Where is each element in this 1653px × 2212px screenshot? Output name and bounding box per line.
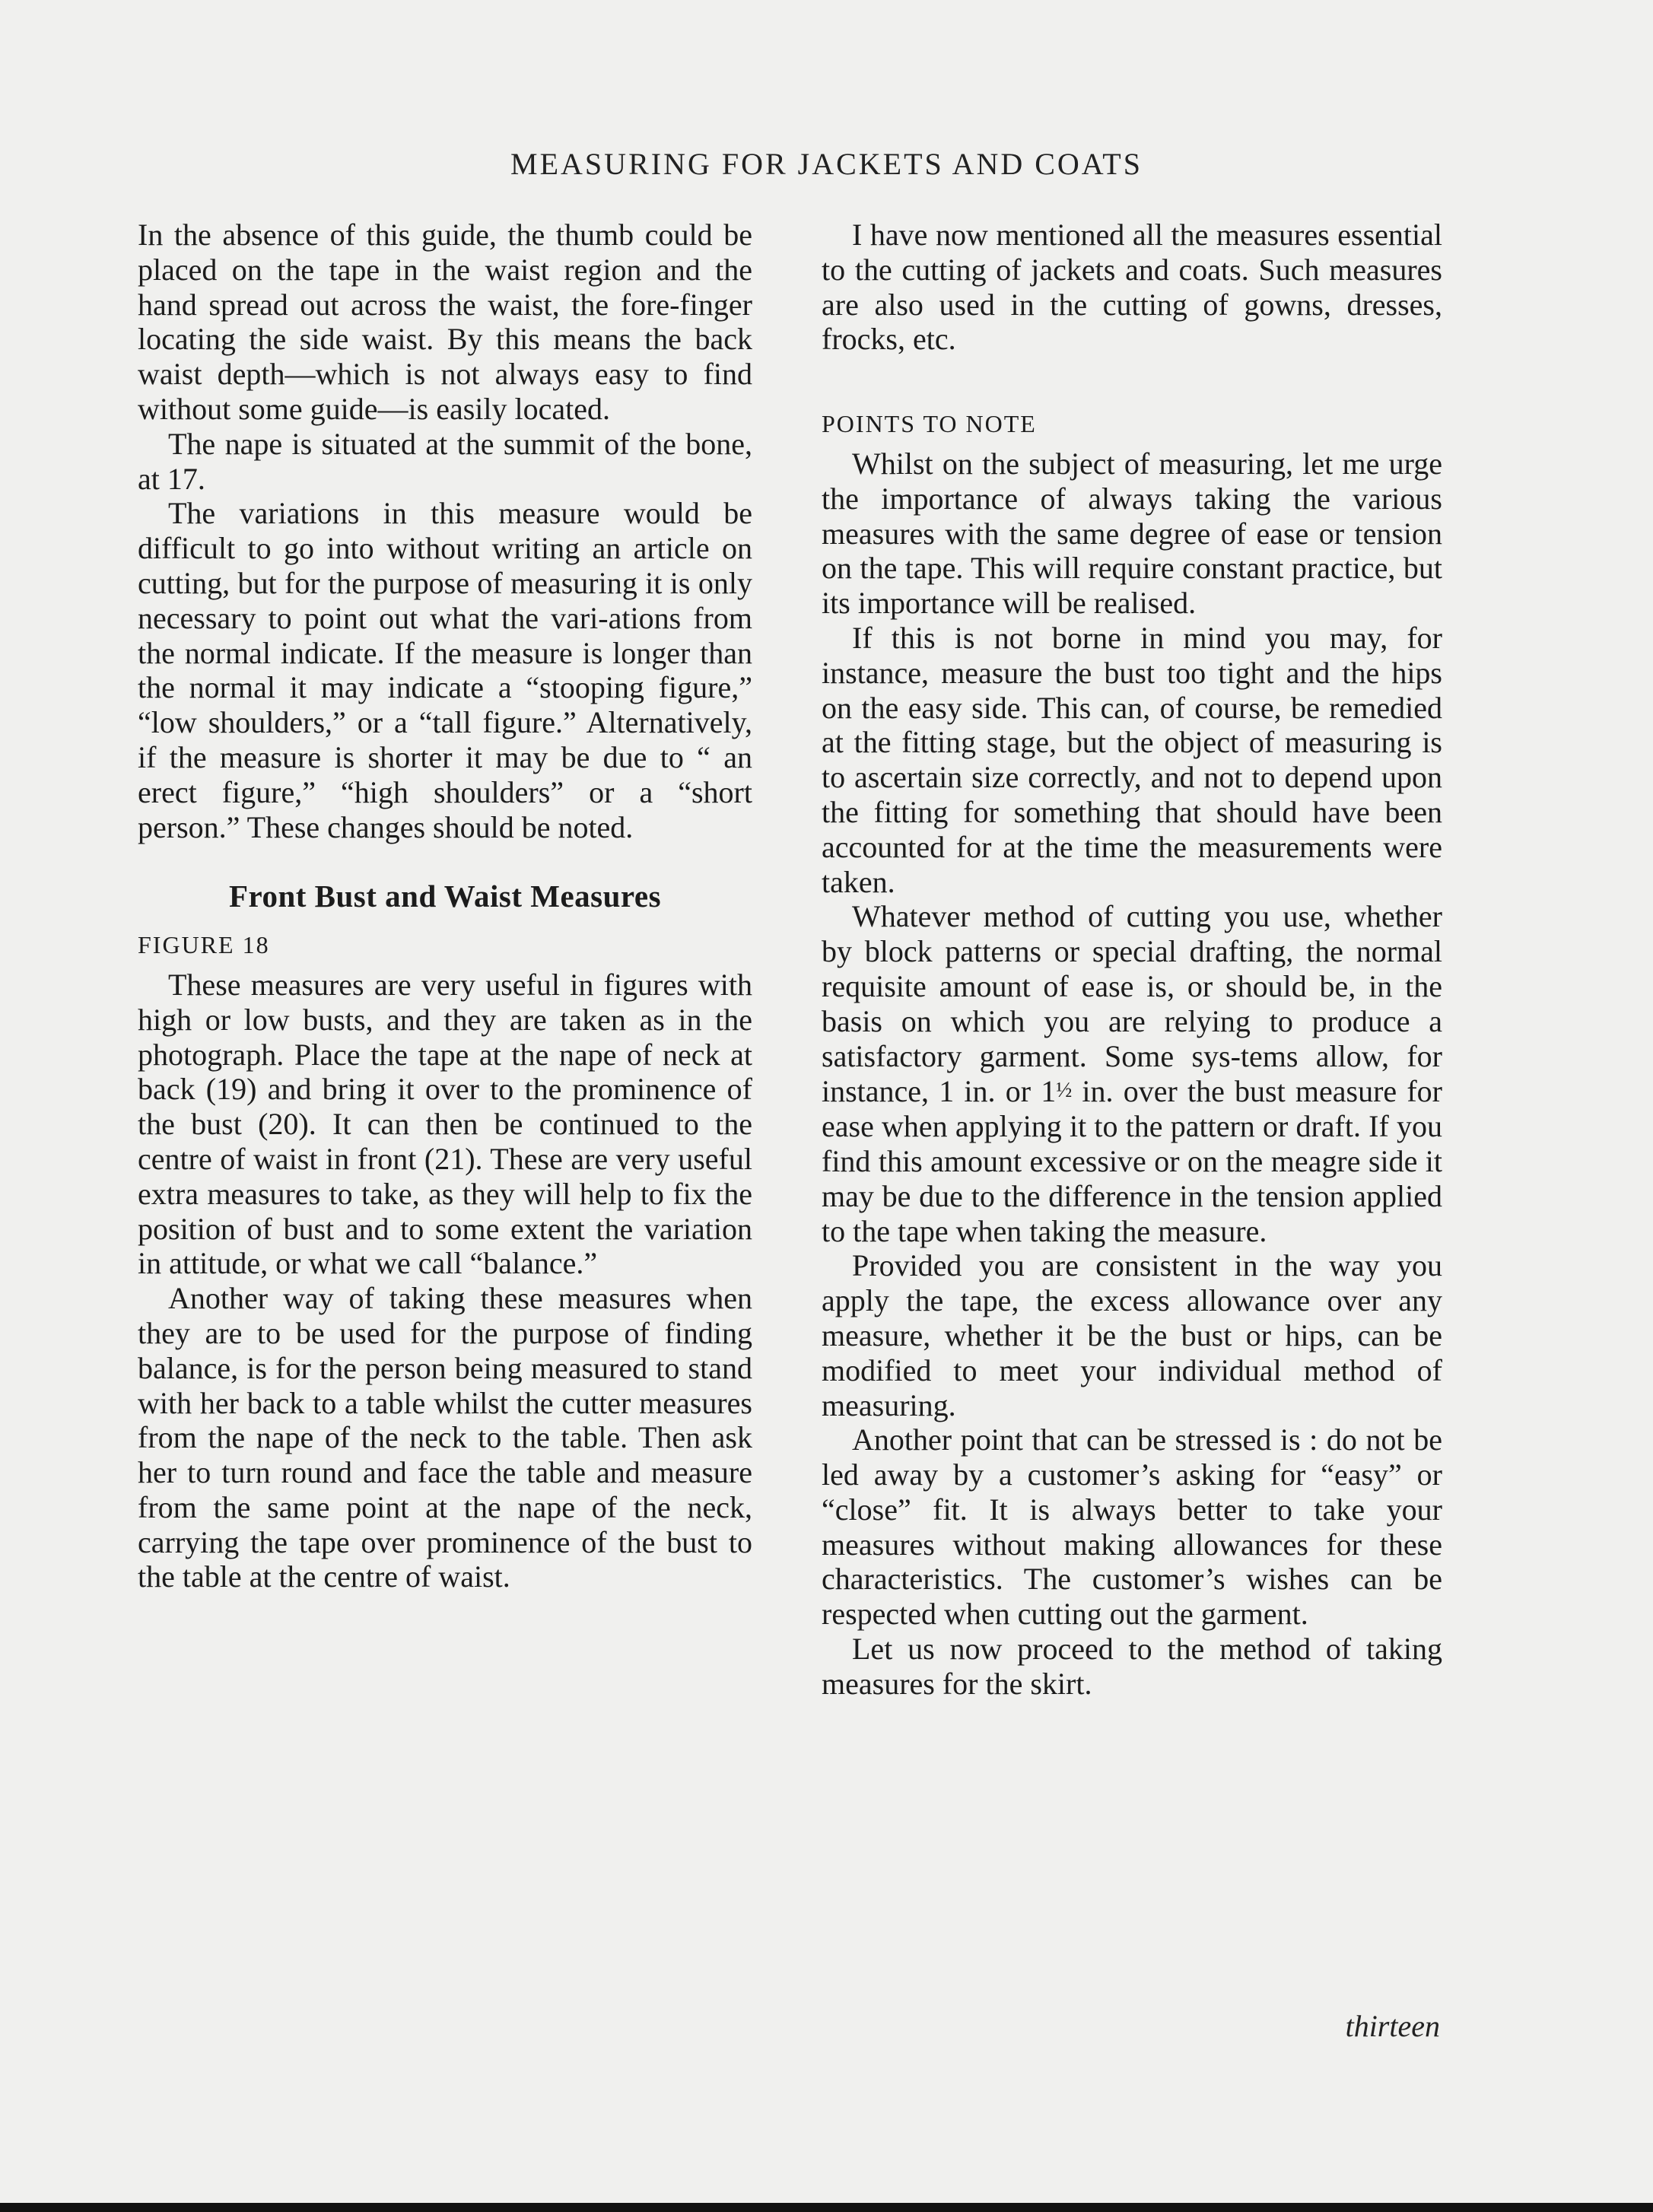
paragraph: If this is not borne in mind you may, for instance, measure the bust too tight and the hips on the easy side. This can, of course, be remedied at the fitting stage, but the object of measuring is to ascertain size correctly, and not to depend upon the fitting for something that should have been accounted for at the time the measurements were taken. bbox=[822, 620, 1442, 899]
ease-text-before: Whatever method of cutting you use, whether by block patterns or special drafting, the normal requisite amount of ease is, or should be, in the basis on which you are relying to produce a satisfactory garment. Some sys-tems allow, for instance, 1 in. or 1 bbox=[822, 899, 1442, 1109]
paragraph: In the absence of this guide, the thumb could be placed on the tape in the waist region and the hand spread out across the waist, the fore-finger locating the side waist. By this means the back waist depth—which is not always easy to find without some guide—is easily located. bbox=[138, 218, 752, 426]
ease-text-after: in. over the bust measure for ease when applying it to the pattern or draft. If you find this amount excessive or on the meagre side it may be due to the difference in the tension applied to the tape when taking the measure. bbox=[822, 1074, 1442, 1248]
figure-label: FIGURE 18 bbox=[138, 931, 270, 959]
scan-edge bbox=[0, 2203, 1653, 2212]
points-to-note-heading: POINTS TO NOTE bbox=[822, 410, 1037, 438]
paragraph: The variations in this measure would be difficult to go into without writing an article on cutting, but for the purpose of measuring it is only necessary to point out what the vari-ations from the normal indicate. If the measure is longer than the normal it may indicate a “stooping figure,” “low shoulders,” or a “tall figure.” Alternatively, if the measure is shorter it may be due to “ an erect figure,” “high shoulders” or a “short person.” These changes should be noted. bbox=[138, 496, 752, 844]
paragraph: Whilst on the subject of measuring, let me urge the importance of always taking the various measures with the same degree of ease or tension on the tape. This will require constant practice, but its importance will be realised. bbox=[822, 446, 1442, 621]
right-column bbox=[822, 218, 1442, 1702]
paragraph: These measures are very useful in figures with high or low busts, and they are taken as in the photograph. Place the tape at the nape of neck at back (19) and bring it over to the prominence of the bust (20). It can then be continued to the centre of waist in front (21). These are very useful extra measures to take, as they will help to fix the position of bust and to some extent the variation in attitude, or what we call “balance.” bbox=[138, 967, 752, 1281]
paragraph: Another way of taking these measures when they are to be used for the purpose of finding balance, is for the person being measured to stand with her back to a table whilst the cutter measures from the nape of the neck to the table. Then ask her to turn round and face the table and measure from the same point at the nape of the neck, carrying the tape over prominence of the bust to the table at the centre of waist. bbox=[138, 1281, 752, 1594]
running-head: MEASURING FOR JACKETS AND COATS bbox=[510, 147, 1143, 181]
section-heading: Front Bust and Waist Measures bbox=[228, 879, 662, 914]
intro-paragraph: I have now mentioned all the measures essential to the cutting of jackets and coats. Such measures are also used in the cutting of gowns, dresses, frocks, etc. bbox=[822, 218, 1442, 357]
page-number: thirteen bbox=[1345, 2009, 1440, 2043]
paragraph: Let us now proceed to the method of taking measures for the skirt. bbox=[822, 1632, 1442, 1701]
ease-paragraph bbox=[822, 899, 1442, 1248]
paragraph: Another point that can be stressed is : do not be led away by a customer’s asking for “easy” or “close” fit. It is always better to take your measures without making allowances for these characteristics. The customer’s wishes can be respected when cutting out the garment. bbox=[822, 1422, 1442, 1632]
paragraph: The nape is situated at the summit of the bone, at 17. bbox=[138, 426, 752, 496]
paragraph: Provided you are consistent in the way you apply the tape, the excess allowance over any measure, whether it be the bust or hips, can be modified to meet your individual method of measuring. bbox=[822, 1248, 1442, 1422]
fraction-half: ½ bbox=[1056, 1079, 1073, 1103]
left-column bbox=[138, 218, 752, 1594]
